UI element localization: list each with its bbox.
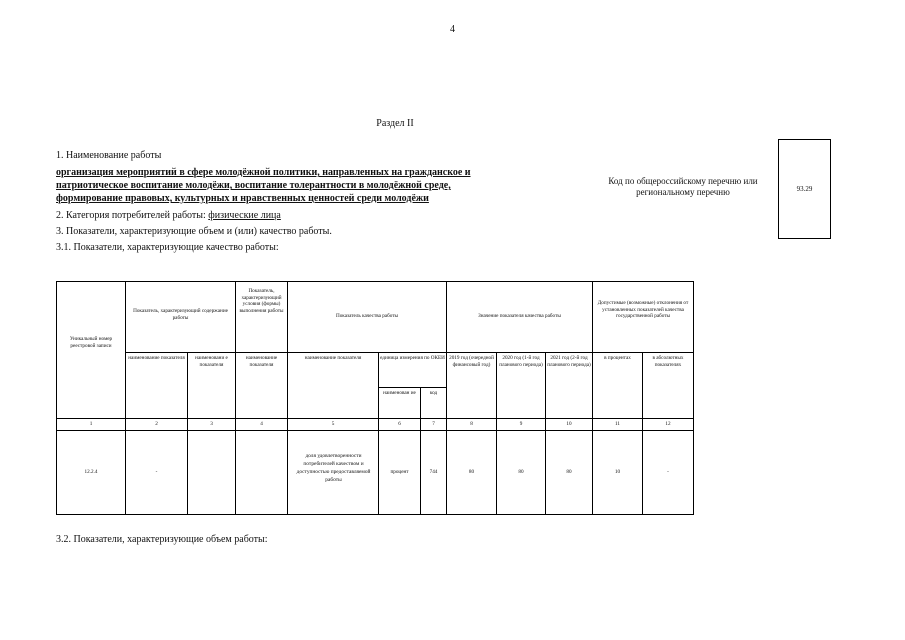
work-name-label: 1. Наименование работы — [56, 150, 162, 161]
header-quality: Показатель качества работы — [335, 313, 399, 319]
code-label: Код по общероссийскому перечню или региональному перечню — [608, 176, 758, 197]
row-content-2 — [188, 468, 235, 478]
volume-label: 3.2. Показатели, характеризующие объем работы: — [56, 534, 268, 545]
subheader-name-2: наименовани е показателя — [195, 355, 228, 368]
subheader-percent: в процентах — [604, 355, 631, 361]
column-number: 3 — [210, 421, 213, 427]
work-name-line-2: патриотическое воспитание молодёжи, воспитание толерантности в молодёжной среде, — [56, 180, 451, 191]
indicators-label: 3. Показатели, характеризующие объем и (или) качество работы. — [56, 226, 332, 237]
row-unique-number: 12.2.4 — [84, 469, 98, 475]
row-conditions — [236, 468, 287, 478]
subheader-name-4: наименование показателя — [304, 355, 362, 361]
subheader-absolute: в абсолютных показателях — [652, 355, 684, 368]
row-deviation-percent: 10 — [614, 469, 621, 475]
code-box — [778, 139, 831, 239]
row-value-2019: 80 — [468, 469, 475, 475]
subheader-2019: 2019 год (очередной финансовый год) — [449, 355, 494, 368]
code-value: 93.29 — [796, 185, 813, 193]
work-name-line-3: формирование правовых, культурных и нравственных ценностей среди молодёжи — [56, 193, 429, 204]
column-number: 6 — [398, 421, 401, 427]
header-content: Показатель, характеризующий содержание работы — [133, 308, 228, 321]
column-number: 4 — [260, 421, 263, 427]
header-value: Значение показателя качества работы — [478, 313, 561, 319]
page-number: 4 — [450, 24, 455, 35]
subheader-name-1: наименование показателя — [128, 355, 185, 361]
subheader-unit-code: код — [429, 390, 438, 396]
subheader-name-3: наименование показателя — [245, 355, 278, 368]
row-deviation-absolute: - — [667, 469, 669, 475]
quality-label: 3.1. Показатели, характеризующие качество работы: — [56, 242, 279, 253]
category-label: 2. Категория потребителей работы: — [56, 210, 209, 221]
subheader-unit: единица измерения по ОКЕИ — [380, 355, 445, 361]
row-value-2020: 80 — [518, 469, 524, 475]
work-name-line-1: организация мероприятий в сфере молодёжной политики, направленных на гражданское и — [56, 167, 471, 178]
category-line — [56, 210, 281, 222]
column-number: 11 — [615, 421, 620, 427]
subheader-2020: 2020 год (1-й год планового периода) — [499, 355, 543, 368]
header-conditions: Показатель, характеризующий условия (формы) выполнения работы — [239, 288, 284, 314]
column-number: 9 — [519, 421, 523, 427]
row-value-2021: 80 — [566, 469, 572, 475]
column-number: 10 — [566, 421, 572, 427]
category-value: физические лица — [208, 210, 281, 221]
column-number: 5 — [331, 421, 335, 427]
header-unique-number: Уникальный номер реестровой записи — [69, 336, 113, 349]
row-unit-code: 744 — [429, 469, 438, 475]
column-number: 12 — [665, 421, 671, 427]
column-number: 1 — [89, 421, 93, 427]
row-content-1: - — [155, 469, 158, 475]
column-number: 2 — [155, 421, 158, 427]
header-deviation: Допустимые (возможные) отклонения от установленных показателей качества государственной работы — [597, 300, 689, 319]
column-number: 8 — [470, 421, 473, 427]
subheader-unit-name: наименован ие — [383, 390, 416, 396]
section-title: Раздел II — [376, 118, 414, 129]
column-number: 7 — [432, 421, 435, 427]
subheader-2021: 2021 год (2-й год планового периода) — [547, 355, 591, 368]
row-unit-name: процент — [390, 469, 409, 475]
row-indicator: доля удовлетворенности потребителей качеством и доступностью предоставляемой работы — [296, 453, 371, 483]
